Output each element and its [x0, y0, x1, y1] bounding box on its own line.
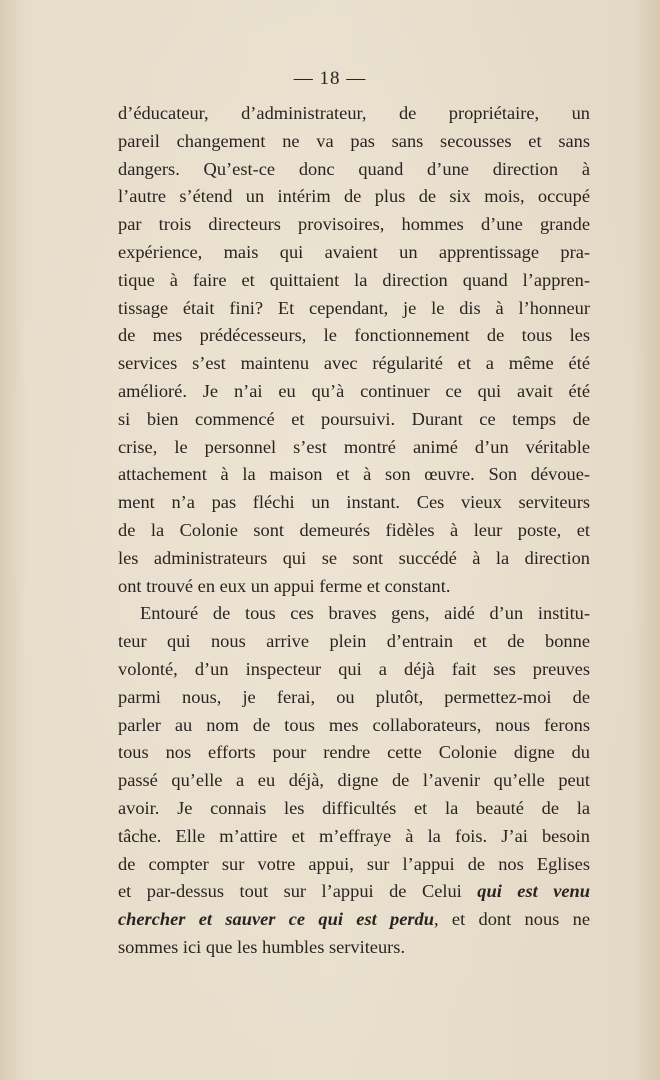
text-line: tâche. Elle m’attire et m’effraye à la fois. J’ai besoin [118, 825, 590, 846]
text-line: de compter sur votre appui, sur l’appui de nos Eglises [118, 853, 590, 874]
text-line: d’éducateur, d’administrateur, de propriétaire, un [118, 103, 590, 123]
text-line: ont trouvé en eux un appui ferme et constant. [118, 575, 451, 596]
text-line: avoir. Je connais les difficultés et la beauté de la [118, 797, 590, 818]
text-line: les administrateurs qui se sont succédé à la direction [118, 547, 590, 568]
text-line: passé qu’elle a eu déjà, digne de l’avenir qu’elle peut [118, 770, 590, 791]
text-line: Entouré de tous ces braves gens, aidé d’un institu- [140, 603, 590, 624]
text-line: parler au nom de tous mes collaborateurs, nous ferons [118, 714, 590, 735]
text-line: tous nos efforts pour rendre cette Colonie digne du [118, 742, 590, 763]
text-line: sommes ici que les humbles serviteurs. [118, 936, 406, 957]
text-line: services s’est maintenu avec régularité et a même été [118, 353, 590, 374]
text-line: tique à faire et quittaient la direction quand l’appren- [118, 269, 590, 290]
text-run: et par-dessus tout sur l’appui de Celui [118, 881, 478, 902]
text-line: par trois directeurs provisoires, hommes d’une grande [118, 214, 590, 235]
text-line: teur qui nous arrive plein d’entrain et de bonne [118, 631, 590, 652]
text-line: de mes prédécesseurs, le fonctionnement de tous les [118, 325, 590, 346]
emphasis-text: qui est venu [477, 881, 590, 902]
text-line: volonté, d’un inspecteur qui a déjà fait ses preuves [118, 658, 590, 679]
text-line: tissage était fini? Et cependant, je le dis à l’honneur [118, 297, 590, 318]
text-run: , et dont nous ne [433, 909, 590, 930]
text-line: l’autre s’étend un intérim de plus de six mois, occupé [118, 186, 590, 207]
text-line: de la Colonie sont demeurés fidèles à leur poste, et [118, 519, 590, 540]
text-line: ment n’a pas fléchi un instant. Ces vieux serviteurs [118, 492, 590, 513]
body-text [118, 100, 590, 962]
text-line: si bien commencé et poursuivi. Durant ce temps de [118, 408, 590, 429]
text-line: amélioré. Je n’ai eu qu’à continuer ce qui avait été [118, 380, 590, 401]
emphasis-text: chercher et sauver ce qui est perdu [118, 909, 434, 930]
text-line: dangers. Qu’est-ce donc quand d’une direction à [118, 158, 590, 179]
text-line: pareil changement ne va pas sans secousses et sans [118, 130, 590, 151]
text-line: expérience, mais qui avaient un apprentissage pra- [118, 241, 590, 262]
text-line-mixed [118, 878, 590, 906]
text-line: parmi nous, je ferai, ou plutôt, permettez-moi de [118, 686, 590, 707]
text-line: crise, le personnel s’est montré animé d’un véritable [118, 436, 590, 457]
text-line: attachement à la maison et à son œuvre. Son dévoue- [118, 464, 590, 485]
text-line-mixed [118, 906, 590, 934]
page-number: — 18 — [293, 68, 367, 89]
